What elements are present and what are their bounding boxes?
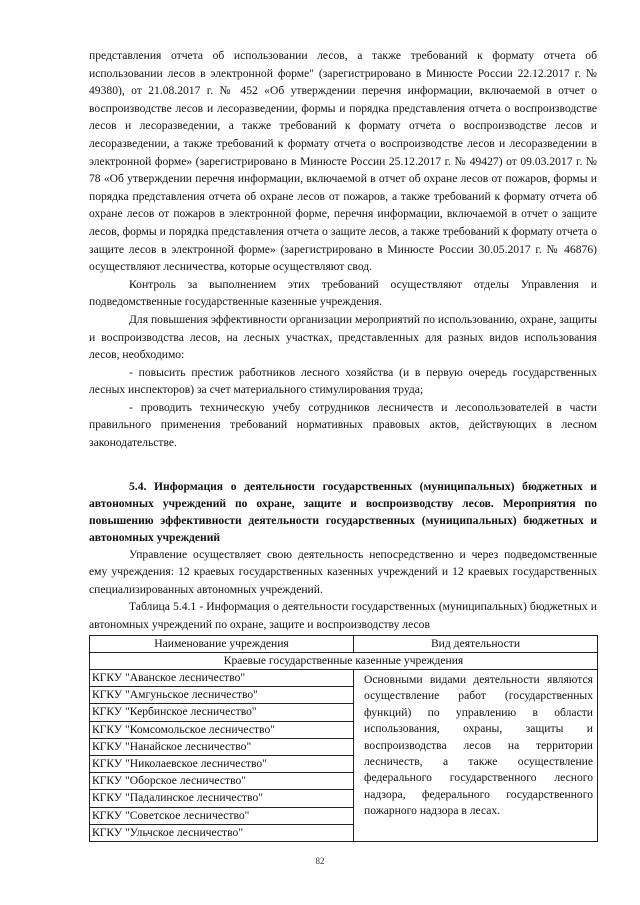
table-row	[90, 670, 598, 687]
institution-name: КГКУ "Николаевское лесничество"	[90, 756, 354, 773]
section-heading: 5.4. Информация о деятельности государственных (муниципальных) бюджетных и автономных учреждений по охране, защите и воспроизводству лесов. Мероприятия по повышению эффективности деятельности государственных (муниципальных) бюджетных и автономных учреждений	[89, 479, 597, 544]
list-item-training: - проводить техническую учебу сотрудников лесничеств и лесопользователей в части правильного применения требований нормативных правовых актов, действующих в лесном законодательстве.	[89, 400, 597, 450]
institution-name: КГКУ "Советское лесничество"	[90, 807, 354, 824]
paragraph-management: Управление осуществляет свою деятельность непосредственно и через подведомственные ему учреждения: 12 краевых государственных казенных учреждений и 12 краевых государственных специализированных автономных учреждений.	[89, 547, 597, 596]
list-item-prestige: - повысить престиж работников лесного хозяйства (и в первую очередь государственных лесных инспекторов) за счет материального стимулирования труда;	[89, 365, 597, 397]
table-group-row	[90, 652, 598, 669]
institutions-table	[89, 635, 598, 842]
institution-name: КГКУ "Падалинское лесничество"	[90, 790, 354, 807]
page-number: 82	[315, 856, 325, 866]
institution-name: КГКУ "Комсомольское лесничество"	[90, 721, 354, 738]
institution-name: КГКУ "Кербинское лесничество"	[90, 704, 354, 721]
column-header-name: Наименование учреждения	[90, 635, 354, 652]
paragraph-control: Контроль за выполнением этих требований осуществляют отделы Управления и подведомственные государственные казенные учреждения.	[89, 277, 597, 309]
paragraph-report-requirements: представления отчета об использовании лесов, а также требований к формату отчета об использовании лесов в электронной форме" (зарегистрировано в Минюсте России 22.12.2017 г. № 49380), от 21.08.2017 г. № 452 «Об утверждении перечня информации, включаемой в отчет о воспроизводстве лесов и лесоразведении, формы и порядка представления отчета о воспроизводстве лесов и лесоразведении, а также требований к формату отчета о воспроизводстве лесов и лесоразведении, а также требований к формату отчета о воспроизводстве лесов и лесоразведении в электронной форме» (зарегистрировано в Минюсте России 25.12.2017 г. № 49427) от 09.03.2017 г. № 78 «Об утверждении перечня информации, включаемой в отчет об охране лесов от пожаров, формы и порядка представления отчета об охране лесов от пожаров, а также требований к формату отчета об охране лесов от пожаров в электронной форме, перечня информации, включаемой в отчет о защите лесов, формы и порядка представления отчета о защите лесов, а также требований к формату отчета о защите лесов в электронной форме» (зарегистрировано в Минюсте России 30.05.2017 г. № 46876) осуществляют лесничества, которые осуществляют свод.	[89, 49, 597, 274]
institution-name: КГКУ "Амгуньское лесничество"	[90, 687, 354, 704]
column-header-activity: Вид деятельности	[354, 635, 598, 652]
institution-name: КГКУ "Ульчское лесничество"	[90, 824, 354, 841]
activity-description: Основными видами деятельности являются осуществление работ (государственных функций) по управлению в области использования, охраны, защиты и воспроизводства лесов на территории лесничеств, а также осуществление федерального государственного лесного надзора, федерального государственного пожарного надзора в лесах.	[354, 670, 598, 842]
institution-name: КГКУ "Нанайское лесничество"	[90, 738, 354, 755]
group-label: Краевые государственные казенные учреждения	[90, 652, 598, 669]
table-caption: Таблица 5.4.1 - Информация о деятельности государственных (муниципальных) бюджетных и автономных учреждений по охране, защите и воспроизводству лесов	[89, 600, 597, 632]
institution-name: КГКУ "Аванское лесничество"	[90, 670, 354, 687]
document-page	[89, 47, 597, 842]
paragraph-efficiency: Для повышения эффективности организации мероприятий по использованию, охране, защиты и воспроизводства лесов, на лесных участках, представленных для разных видов использования лесов, необходимо:	[89, 312, 597, 362]
institution-name: КГКУ "Оборское лесничество"	[90, 773, 354, 790]
table-header-row	[90, 635, 598, 652]
